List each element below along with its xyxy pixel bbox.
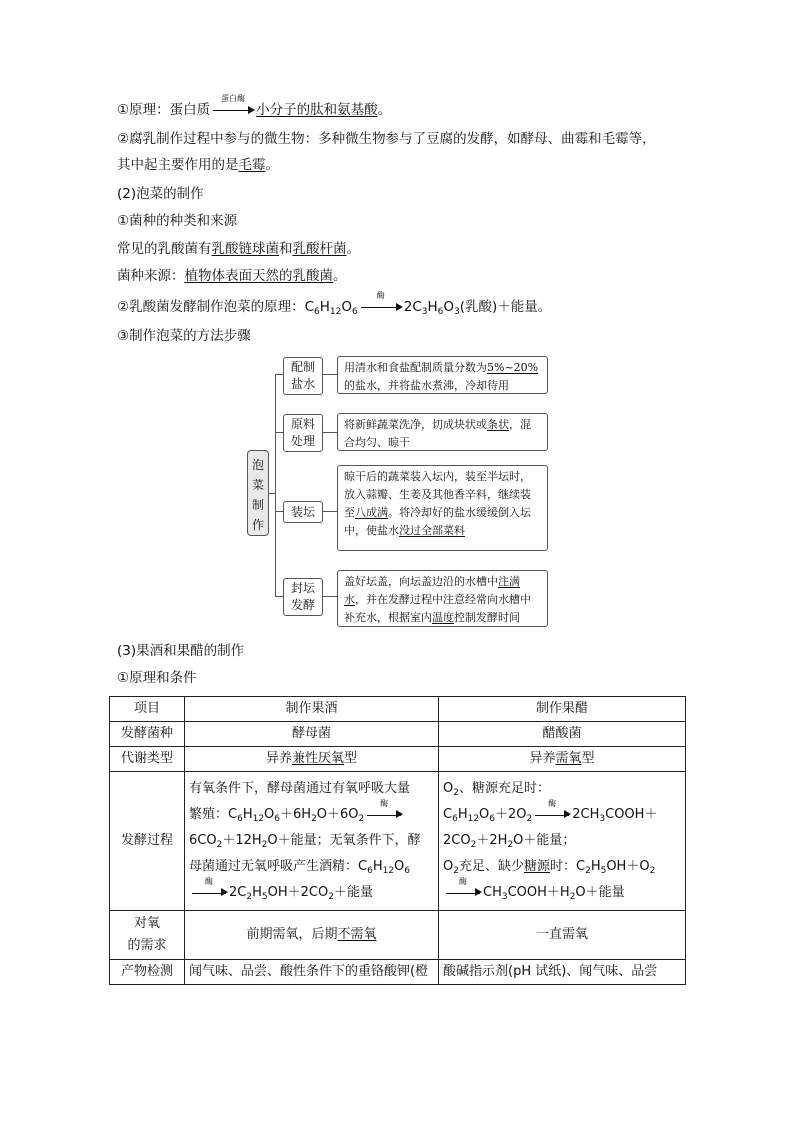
- heading-wine: (3)果酒和果醋的制作: [117, 643, 245, 659]
- reaction-arrow: 酶: [535, 808, 569, 822]
- table-row: 产物检测 闻气味、品尝、酸性条件下的重铬酸钾(橙 酸碱指示剂(pH 试纸)、闻气味、品尝: [110, 960, 686, 985]
- step-jar-desc: 晾干后的蔬菜装入坛内，装至半坛时，放入蒜瓣、生姜及其他香辛料，继续装至八成满。将冷却好的盐水缓缓倒入坛中，使盐水没过全部菜料: [337, 465, 548, 551]
- table-row: 发酵菌种 酵母菌 醋酸菌: [110, 722, 686, 747]
- microbes-line2: 其中起主要作用的是毛霉。: [117, 157, 279, 173]
- wine-subheading-1: ①原理和条件: [117, 670, 197, 686]
- step-seal-desc: 盖好坛盖，向坛盖边沿的水槽中注满水，并在发酵过程中注意经常向水槽中补充水，根据室内温度控制发酵时间: [337, 570, 548, 627]
- reaction-arrow: 酶: [446, 886, 480, 900]
- pickle-subheading-1: ①菌种的种类和来源: [117, 213, 238, 229]
- step-brine-desc: 用清水和食盐配制质量分数为5%~20%的盐水，并将盐水煮沸，冷却待用: [337, 356, 548, 394]
- step-material: 原料 处理: [283, 414, 323, 452]
- step-brine: 配制 盐水: [283, 357, 323, 395]
- step-material-desc: 将新鲜蔬菜洗净，切成块状或条状，混合均匀、晾干: [337, 413, 548, 451]
- pickle-species: 常见的乳酸菌有乳酸链球菌和乳酸杆菌。: [117, 241, 360, 257]
- pickle-subheading-3: ③制作泡菜的方法步骤: [117, 328, 251, 344]
- vinegar-process: $O_2$、糖源充足时： $C_6H_{12}O_6+2O_2$ 酶 $2CH_3COOH+$ $2CO_2+2H_2O+$能量； $O_2$充足、缺少糖源时：$C_2H_5OH+O_2$ 酶 $CH_3COOH+H_2O+$能量: [439, 772, 686, 911]
- reaction-arrow: 酶: [361, 300, 401, 314]
- diagram-root: 泡菜制作: [247, 450, 269, 536]
- pickle-source: 菌种来源：植物体表面天然的乳酸菌。: [117, 268, 347, 284]
- pickle-principle: ②乳酸菌发酵制作泡菜的原理：$C_6H_{12}O_6$ 酶 $2C_3H_6O_3$(乳酸)＋能量。: [117, 291, 552, 317]
- fermentation-table: [109, 696, 686, 985]
- table-row: 代谢类型 异养兼性厌氧型 异养需氧型: [110, 747, 686, 772]
- reaction-arrow: 酶: [192, 886, 226, 900]
- step-jar: 装坛: [283, 501, 323, 523]
- reaction-arrow: 蛋白酶: [213, 103, 253, 117]
- heading-pickle: (2)泡菜的制作: [117, 186, 204, 202]
- table-row: 发酵过程 有氧条件下，酵母菌通过有氧呼吸大量 繁殖：$C_6H_{12}O_6+6H_2O+6O_2$ 酶 $6CO_2+12H_2O+$能量；无氧条件下，酵 母菌通过无氧呼吸产生酒精：$C_6H_{12}O_6$ 酶 $2C_2H_5OH+2CO_2+$能量 $O_2$、糖源充足时： $C_6H_{12}O_6+2O_2$ 酶 $2CH_3COOH+$ $2CO_2+2H_2O+$能量； $O_2$充足、缺少糖源时：$C_2H_5OH+O_2$ 酶 $CH_3COOH+H_2O+$能量: [110, 772, 686, 911]
- wine-process: 有氧条件下，酵母菌通过有氧呼吸大量 繁殖：$C_6H_{12}O_6+6H_2O+6O_2$ 酶 $6CO_2+12H_2O+$能量；无氧条件下，酵 母菌通过无氧呼吸产生酒精：$C_6H_{12}O_6$ 酶 $2C_2H_5OH+2CO_2+$能量: [185, 772, 439, 911]
- reaction-arrow: 酶: [367, 808, 401, 822]
- principle-tofu: ①原理：蛋白质 蛋白酶 小分子的肽和氨基酸。: [117, 94, 392, 118]
- step-seal: 封坛 发酵: [283, 578, 323, 616]
- table-row: 对氧 的需求 前期需氧，后期不需氧 一直需氧: [110, 911, 686, 960]
- table-row: 项目 制作果酒 制作果醋: [110, 697, 686, 722]
- microbes-line1: ②腐乳制作过程中参与的微生物：多种微生物参与了豆腐的发酵，如酵母、曲霉和毛霉等，: [117, 131, 656, 147]
